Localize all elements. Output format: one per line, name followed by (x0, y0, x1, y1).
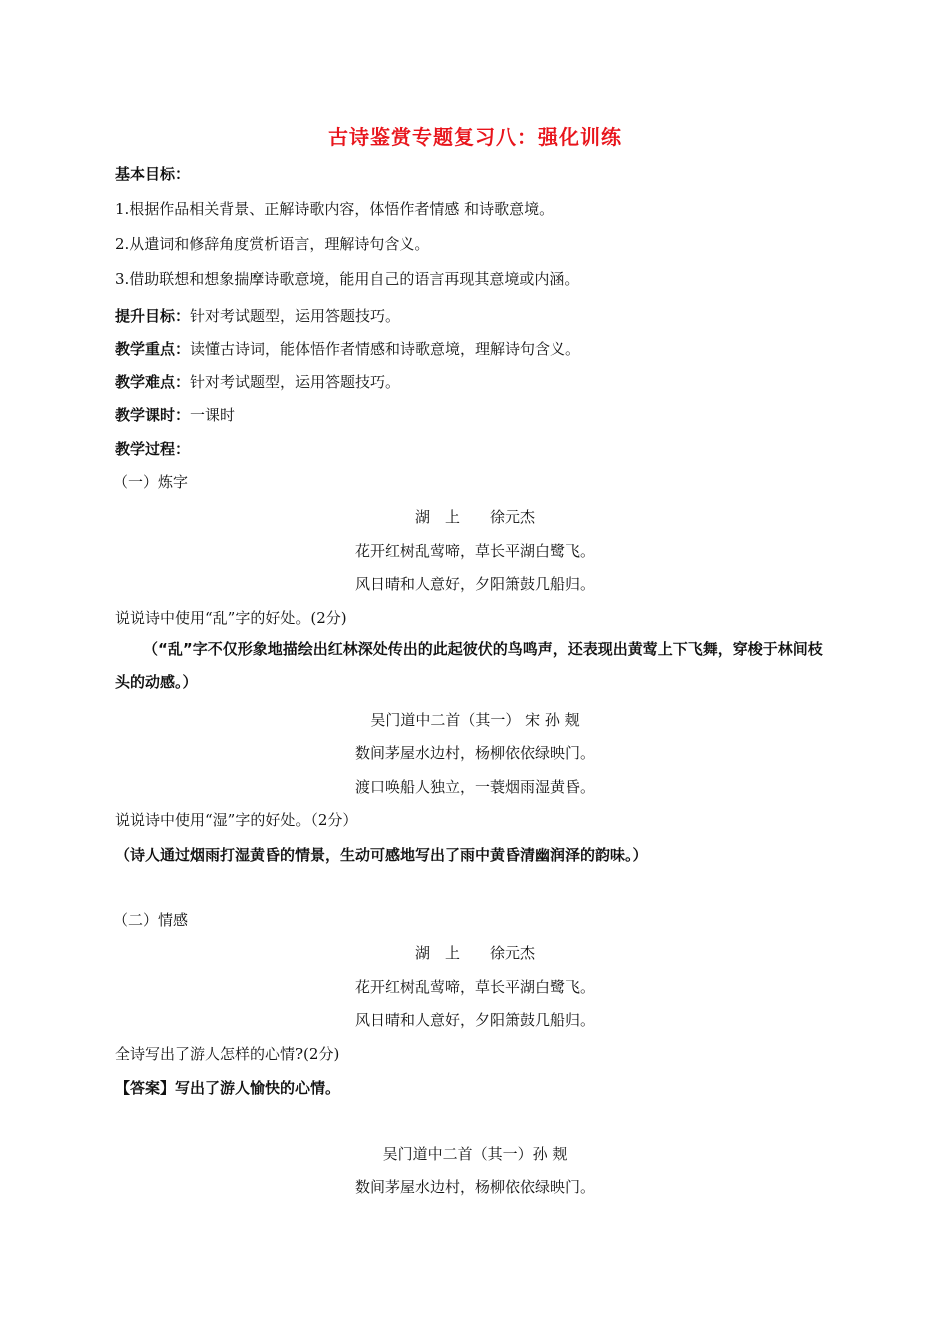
s1-answer2: （诗人通过烟雨打湿黄昏的情景，生动可感地写出了雨中黄昏清幽润泽的韵味。） (115, 846, 648, 864)
s2-poem1-line1: 花开红树乱莺啼，草长平湖白鹭飞。 (354, 978, 595, 996)
page-title: 古诗鉴赏专题复习八：强化训练 (328, 125, 622, 149)
s2-answer-text: 写出了游人愉快的心情。 (175, 1079, 341, 1097)
s1-question2: 说说诗中使用“湿”字的好处。（2分） (115, 811, 358, 829)
basic-goal-3: 3.借助联想和想象揣摩诗歌意境，能用自己的语言再现其意境或内涵。 (115, 270, 580, 288)
basic-goal-1: 1.根据作品相关背景、正解诗歌内容，体悟作者情感 和诗歌意境。 (115, 200, 555, 218)
s1-poem2-line2: 渡口唤船人独立，一蓑烟雨湿黄昏。 (354, 778, 595, 796)
s2-poem1-title: 湖 上 徐元杰 (414, 944, 535, 962)
s2-poem2-line1: 数间茅屋水边村，杨柳依依绿映门。 (354, 1178, 595, 1196)
section1-heading: （一）炼字 (113, 473, 189, 491)
class-hours-text: 一课时 (190, 406, 236, 424)
basic-goal-2: 2.从遣词和修辞角度赏析语言，理解诗句含义。 (115, 235, 430, 253)
key-point-text: 读懂古诗词，能体悟作者情感和诗歌意境，理解诗句含义。 (190, 340, 581, 358)
s2-poem2-title: 吴门道中二首（其一）孙 觌 (382, 1145, 568, 1163)
s2-question1: 全诗写出了游人怎样的心情?(2分) (115, 1045, 340, 1063)
upgrade-goal (115, 306, 835, 326)
difficulty-text: 针对考试题型，运用答题技巧。 (190, 373, 401, 391)
upgrade-goal-text: 针对考试题型，运用答题技巧。 (190, 307, 401, 325)
s1-answer1: （“乱”字不仅形象地描绘出红林深处传出的此起彼伏的鸟鸣声，还表现出黄莺上下飞舞，穿梭于林间枝头的动感。） (115, 640, 823, 691)
section2-heading: （二）情感 (113, 911, 189, 929)
basic-goals-heading: 基本目标： (115, 165, 191, 183)
s1-poem1-title: 湖 上 徐元杰 (414, 508, 535, 526)
key-point-label: 教学重点： (115, 340, 191, 358)
s1-poem1-line1: 花开红树乱莺啼，草长平湖白鹭飞。 (354, 542, 595, 560)
process-heading: 教学过程： (115, 440, 191, 458)
upgrade-goal-label: 提升目标： (115, 307, 191, 325)
s1-poem1-line2: 风日晴和人意好，夕阳箫鼓几船归。 (354, 575, 595, 593)
s2-answer1 (115, 1078, 835, 1098)
s2-answer-label: 【答案】 (115, 1079, 176, 1097)
difficulty-label: 教学难点： (115, 373, 191, 391)
key-point (115, 339, 835, 359)
class-hours-label: 教学课时： (115, 406, 191, 424)
s1-question1: 说说诗中使用“乱”字的好处。(2分) (115, 609, 347, 627)
difficulty (115, 372, 835, 392)
s1-poem2-line1: 数间茅屋水边村，杨柳依依绿映门。 (354, 744, 595, 762)
s2-poem1-line2: 风日晴和人意好，夕阳箫鼓几船归。 (354, 1011, 595, 1029)
s1-poem2-title: 吴门道中二首（其一） 宋 孙 觌 (370, 711, 580, 729)
class-hours (115, 405, 835, 425)
